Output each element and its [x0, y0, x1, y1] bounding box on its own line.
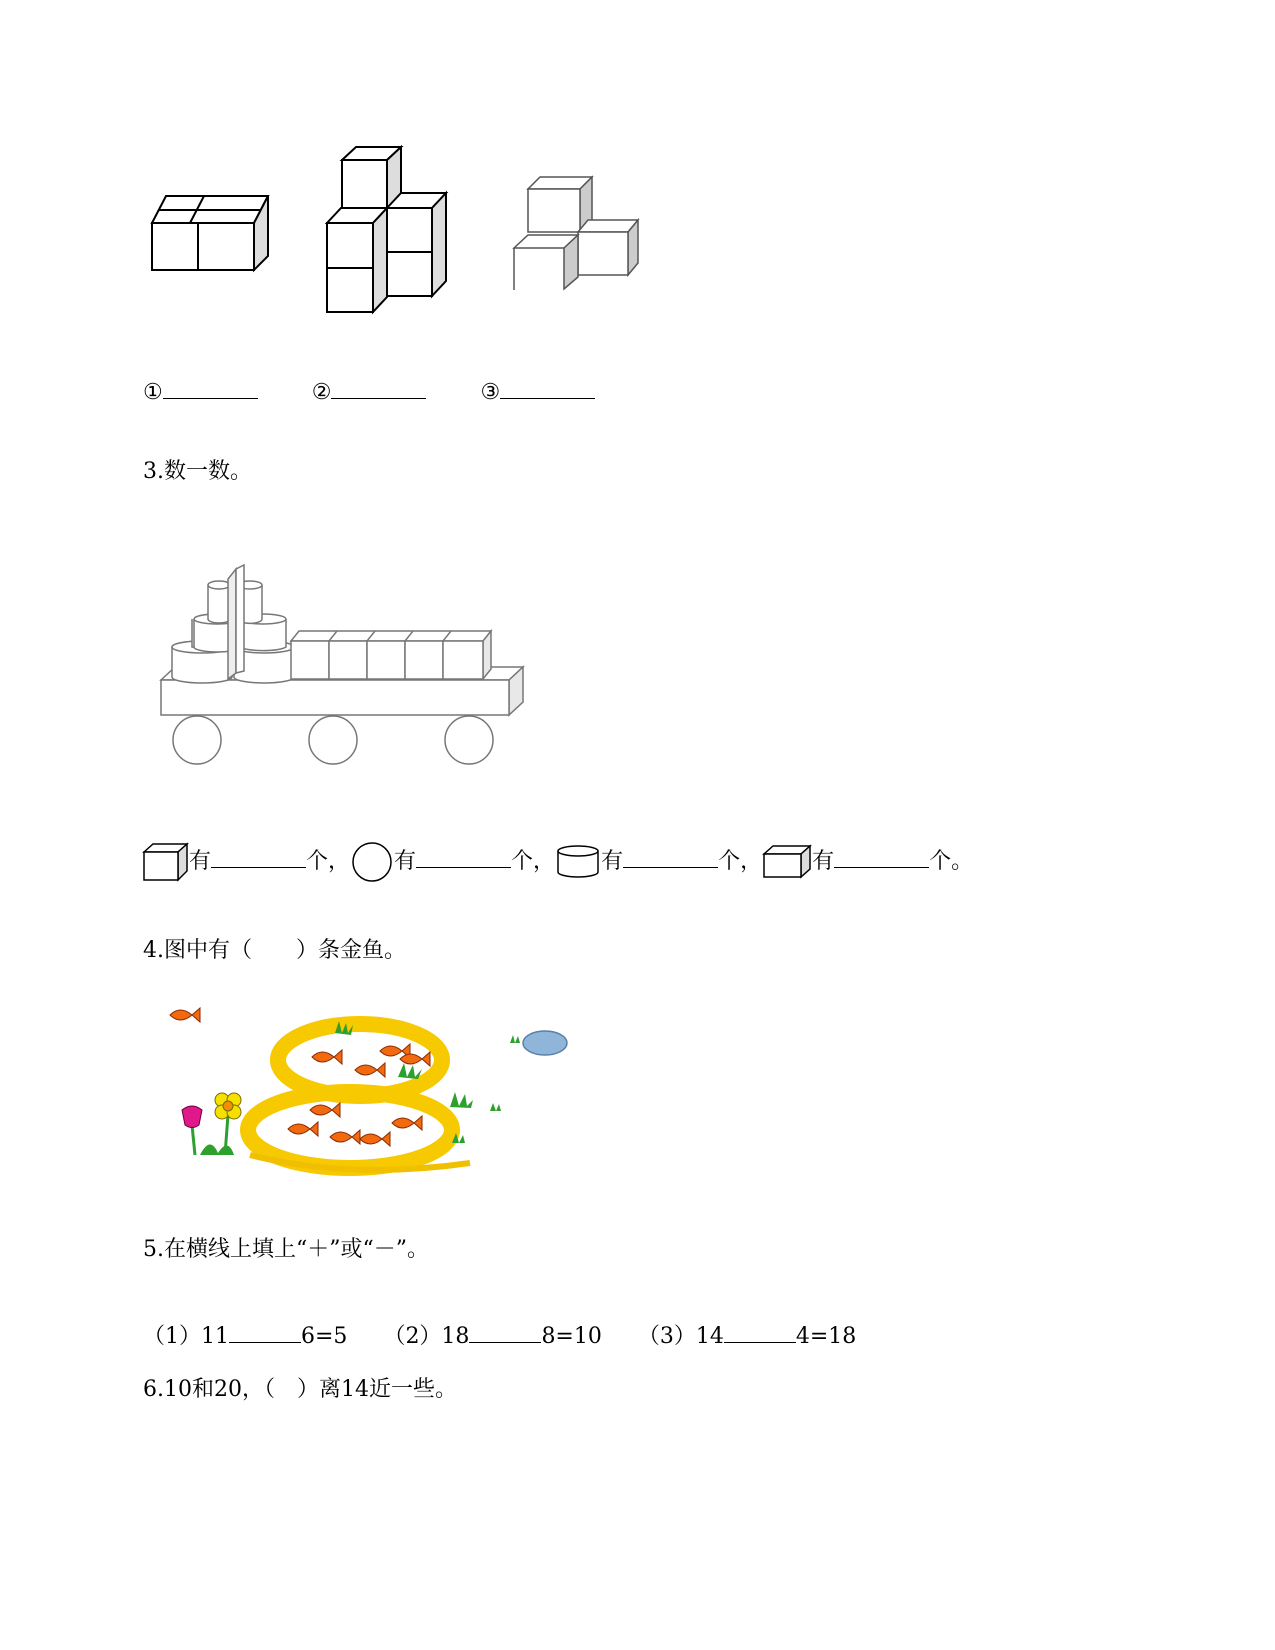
q5-item-2-prefix: （2）18: [383, 1324, 470, 1349]
cuboid-icon: [762, 842, 812, 882]
count-blank-cube[interactable]: [211, 847, 306, 868]
q3-title: 3.数一数。: [143, 459, 252, 484]
q5-item-2-blank[interactable]: [469, 1322, 541, 1343]
answer-blank-3[interactable]: [500, 378, 595, 399]
word-you-1: 有: [189, 849, 212, 874]
circle-icon: [350, 842, 394, 882]
answer-label-3: ③: [480, 380, 501, 405]
word-ge-1: 个，: [306, 849, 351, 874]
cube-figure-2: [325, 145, 450, 315]
cube-icon: [143, 842, 189, 882]
word-you-4: 有: [812, 849, 835, 874]
q5-item-3-blank[interactable]: [724, 1322, 796, 1343]
q5-item-1-suffix: 6=5: [301, 1324, 348, 1349]
goldfish-eight-illustration: [170, 1015, 580, 1180]
answer-blank-2[interactable]: [331, 378, 426, 399]
toy-train-figure: [158, 563, 528, 773]
q3-count-line: [143, 842, 973, 882]
q4-title: 4.图中有（ ）条金鱼。: [143, 938, 406, 963]
q5-item-3-suffix: 4=18: [795, 1324, 857, 1349]
q6-title: 6.10和20，（ ）离14近一些。: [143, 1377, 457, 1402]
q5-items: [143, 1322, 856, 1351]
q5-item-3-prefix: （3）14: [637, 1324, 724, 1349]
q5-item-2-suffix: 8=10: [541, 1324, 602, 1349]
answer-label-2: ②: [311, 380, 332, 405]
word-ge-3: 个，: [718, 849, 763, 874]
q2-answer-line: [143, 378, 595, 407]
word-you-2: 有: [394, 849, 417, 874]
cylinder-icon: [555, 842, 601, 882]
count-blank-circle[interactable]: [416, 847, 511, 868]
count-blank-cuboid[interactable]: [834, 847, 929, 868]
q5-item-1-blank[interactable]: [229, 1322, 301, 1343]
word-ge-4: 个。: [929, 849, 974, 874]
count-blank-cylinder[interactable]: [623, 847, 718, 868]
q5-title: 5.在横线上填上“＋”或“－”。: [143, 1237, 429, 1262]
word-ge-2: 个，: [511, 849, 556, 874]
word-you-3: 有: [601, 849, 624, 874]
cube-figure-3: [510, 175, 645, 295]
cube-figure-1: [148, 190, 273, 275]
answer-blank-1[interactable]: [163, 378, 258, 399]
q5-item-1-prefix: （1）11: [143, 1324, 229, 1349]
answer-label-1: ①: [143, 380, 163, 405]
